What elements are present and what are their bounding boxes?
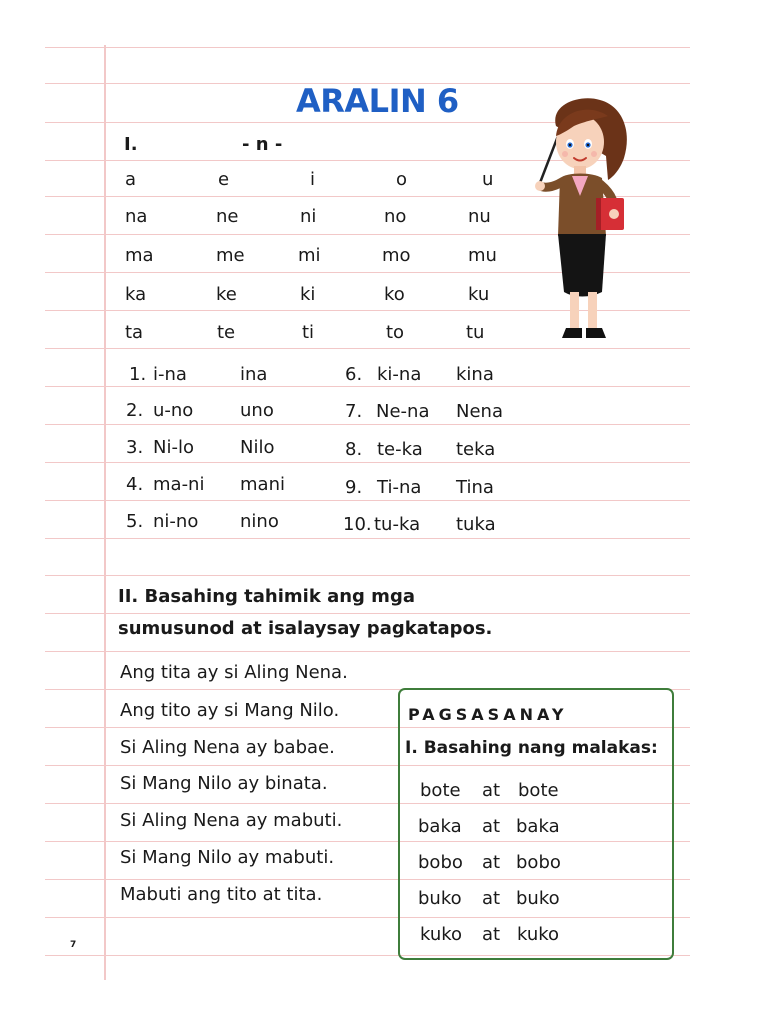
whole-word: teka (456, 439, 496, 460)
sentence: Si Aling Nena ay babae. (120, 737, 335, 758)
syllabified-word: ki-na (377, 364, 422, 385)
syllable: mu (468, 245, 497, 266)
syllable: ki (300, 284, 316, 305)
syllable: ti (302, 322, 315, 343)
sentence: Mabuti ang tito at tita. (120, 884, 323, 905)
syllabified-word: ma-ni (153, 474, 205, 495)
syllable: ni (300, 206, 317, 227)
practice-connector: at (482, 924, 501, 945)
syllable: o (396, 169, 408, 190)
item-number: 8. (345, 439, 363, 460)
practice-instruction: I. Basahing nang malakas: (405, 738, 658, 758)
practice-connector: at (482, 816, 501, 837)
practice-word: kuko (517, 924, 560, 945)
syllable: a (125, 169, 137, 190)
practice-word: buko (516, 888, 560, 909)
syllabified-word: i-na (153, 364, 187, 385)
syllable: ma (125, 245, 154, 266)
whole-word: Tina (456, 477, 494, 498)
whole-word: Nena (456, 401, 503, 422)
syllable: u (482, 169, 494, 190)
syllabified-word: te-ka (377, 439, 423, 460)
practice-word: bobo (516, 852, 561, 873)
syllabified-word: u-no (153, 400, 194, 421)
whole-word: nino (240, 511, 279, 532)
practice-word: buko (418, 888, 462, 909)
item-number: 7. (345, 401, 363, 422)
syllable: e (218, 169, 230, 190)
syllabified-word: Ni-lo (153, 437, 194, 458)
syllable: ne (216, 206, 239, 227)
focus-letter: - n - (242, 134, 283, 155)
item-number: 9. (345, 477, 363, 498)
practice-word: bobo (418, 852, 463, 873)
sentence: Ang tita ay si Aling Nena. (120, 662, 348, 683)
syllable: na (125, 206, 148, 227)
teacher-illustration (528, 96, 638, 346)
page-number: 7 (70, 940, 77, 950)
syllable: ta (125, 322, 144, 343)
item-number: 10. (343, 514, 372, 535)
item-number: 2. (126, 400, 144, 421)
item-number: 6. (345, 364, 363, 385)
syllabified-word: tu-ka (374, 514, 421, 535)
syllable: ke (216, 284, 237, 305)
syllable: ku (468, 284, 490, 305)
syllable: mi (298, 245, 321, 266)
sentence: Ang tito ay si Mang Nilo. (120, 700, 340, 721)
syllable: to (386, 322, 405, 343)
syllable: nu (468, 206, 491, 227)
syllabified-word: Ti-na (377, 477, 422, 498)
sentence: Si Mang Nilo ay mabuti. (120, 847, 335, 868)
practice-word: baka (516, 816, 560, 837)
syllabified-word: Ne-na (376, 401, 430, 422)
practice-word: baka (418, 816, 462, 837)
syllable: me (216, 245, 245, 266)
page-title: ARALIN 6 (296, 82, 459, 120)
practice-word: bote (420, 780, 461, 801)
syllable: tu (466, 322, 485, 343)
practice-connector: at (482, 852, 501, 873)
section2-heading-line2: sumusunod at isalaysay pagkatapos. (118, 618, 493, 639)
practice-connector: at (482, 888, 501, 909)
syllable: no (384, 206, 407, 227)
syllable: i (310, 169, 316, 190)
syllable: ko (384, 284, 405, 305)
section1-label: I. (124, 134, 138, 155)
item-number: 3. (126, 437, 144, 458)
item-number: 1. (129, 364, 147, 385)
item-number: 5. (126, 511, 144, 532)
syllable: mo (382, 245, 411, 266)
sentence: Si Aling Nena ay mabuti. (120, 810, 343, 831)
whole-word: uno (240, 400, 274, 421)
practice-word: bote (518, 780, 559, 801)
section2-heading-line1: II. Basahing tahimik ang mga (118, 586, 415, 607)
practice-connector: at (482, 780, 501, 801)
whole-word: Nilo (240, 437, 275, 458)
whole-word: kina (456, 364, 494, 385)
whole-word: ina (240, 364, 268, 385)
whole-word: mani (240, 474, 285, 495)
item-number: 4. (126, 474, 144, 495)
practice-word: kuko (420, 924, 463, 945)
whole-word: tuka (456, 514, 496, 535)
margin-line (104, 45, 106, 980)
practice-title: PAGSASANAY (408, 705, 568, 724)
syllabified-word: ni-no (153, 511, 199, 532)
syllable: ka (125, 284, 147, 305)
sentence: Si Mang Nilo ay binata. (120, 773, 328, 794)
syllable: te (217, 322, 236, 343)
